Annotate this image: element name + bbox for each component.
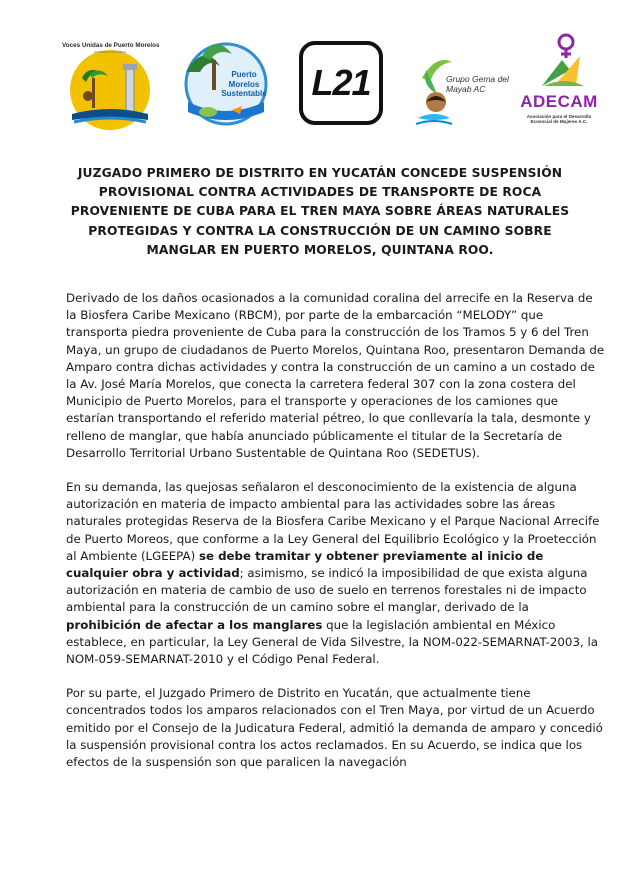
l21-text: L21 [311,62,371,103]
paragraph-text: Derivado de los daños ocasionados a la comunidad coralina del arrecife en la Reserva de la Biosfera Caribe Mexicano (RBCM), por parte de la embarcación “MELODY” que transporta piedra proveniente de Cuba para la construcción de los Tramos 5 y 6 del Tren Maya, un grupo de ciudadanos de Puerto Morelos, Quintana Roo, presentaron Demanda de Amparo contra dichas actividades y contra la construcción de un camino a un costado de la Av. José María Morelos, que conecta la carretera federal 307 con la zona costera del Municipio de Puerto Morelos, para el transporte y operaciones de los camiones que estarían transportando el referido material pétreo, lo que conllevaría la tala, desmonte y relleno de manglar, que había anunciado públicamente el titular de la Secretaría de Desarrollo Territorial Urbano Sustentable de Quintana Roo (SEDETUS). [66,291,605,460]
adecam-name: ADECAM [520,92,598,111]
puerto-morelos-sustentable-name: Puerto Morelos Sustentable [221,70,267,98]
l21-logo [298,40,384,126]
voces-unidas-name: Voces Unidas de Puerto Morelos [62,42,160,49]
puerto-morelos-sustentable-logo [174,32,270,132]
paragraph-text: Por su parte, el Juzgado Primero de Distrito en Yucatán, que actualmente tiene concentrados todos los amparos relacionados con el Tren Maya, por virtud de un Acuerdo emitido por el Consejo de la Judicatura Federal, admitió la demanda de amparo y concedió la suspensión provisional contra los actos reclamados. En su Acuerdo, se indica que los efectos de la suspensión son que paralicen la navegación [66,686,603,770]
grupo-gema-logo [414,52,514,132]
paragraph-text: que la legislación ambiental en México establece, en particular, la Ley General de Vida Silvestre, la NOM-022-SEMARNAT-2003, la NOM-059-SEMARNAT-2010 y el Código Penal Federal. [66,617,598,667]
adecam-subtitle: Asociación para el Desarrollo Ecosocial de Mujeres A.C. [526,114,592,125]
paragraph [66,685,606,771]
grupo-gema-name: Grupo Gema del Mayab AC [446,74,509,94]
press-release-body [66,290,606,788]
logo-strip [60,28,600,138]
paragraph [66,479,606,668]
paragraph-text: En su demanda, las quejosas señalaron el desconocimiento de la existencia de alguna autorización en materia de impacto ambiental para las actividades sobre las áreas naturales protegidas Reserva de la Biosfera Caribe Mexicano y el Parque Nacional Arrecife de Puerto Moreos, que conforme a la Ley General del Equilibrio Ecológico y la Proetección al Ambiente (LGEEPA) [66,480,600,563]
press-release-title: JUZGADO PRIMERO DE DISTRITO EN YUCATÁN CONCEDE SUSPENSIÓN PROVISIONAL CONTRA ACTIVIDADES DE TRANSPORTE DE ROCA PROVENIENTE DE CUBA PARA EL TREN MAYA SOBRE ÁREAS NATURALES PROTEGIDAS Y CONTRA LA CONSTRUCCIÓN DE UN CAMINO SOBRE MANGLAR EN PUERTO MORELOS, QUINTANA ROO. [70,166,570,257]
paragraph-text: ; asimismo, se indicó la imposibilidad de que exista alguna autorización en materia de cambio de uso de suelo en terrenos forestales ni de impacto ambiental para la construcción de un camino sobre el manglar, derivado de la [66,566,588,615]
adecam-logo [514,28,604,138]
paragraph [66,290,606,462]
voces-unidas-logo [60,28,160,136]
bold-emphasis: prohibición de afectar a los manglares [66,617,323,632]
bold-emphasis: se debe tramitar y obtener previamente al inicio de cualquier obra y actividad [66,548,544,581]
voces-unidas-subtitle: Asociación Ciudadana [94,50,126,54]
